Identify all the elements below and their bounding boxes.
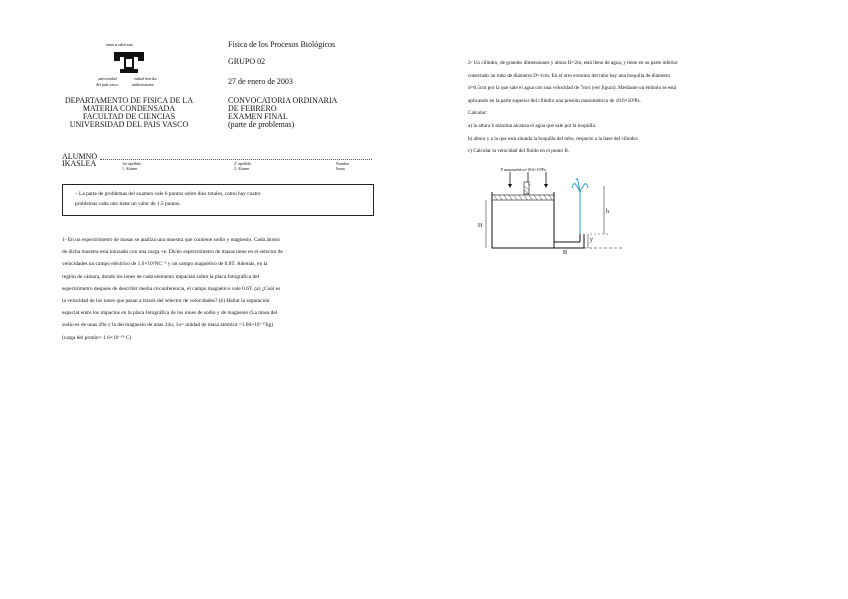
- department-line: FACULTAD DE CIENCIAS: [82, 112, 176, 121]
- exam-line: DE FEBRERO: [228, 104, 277, 113]
- problem-1-line: espacial entre los impactos en la placa fotográfica de los iones de sodio y de magnesio (La masa del: [62, 310, 278, 317]
- university-logo-icon: [112, 49, 146, 75]
- group-label: GRUPO 02: [228, 57, 266, 66]
- department-line: MATERIA CONDENSADA: [82, 104, 176, 113]
- col-label: Izena: [336, 166, 345, 171]
- logo-left-line2: del país vasco: [96, 82, 119, 87]
- problem-1-line: región de cámara, donde los iones de cada elemento impactan sobre la placa fotográfica del: [62, 273, 260, 280]
- problem-1: [62, 234, 380, 344]
- label-h: h: [606, 209, 609, 215]
- problem-1-line: velocidades un campo eléctrico de 1.6×10⁵NC⁻¹ y un campo magnético de 0.8T. Además, en la: [62, 261, 268, 268]
- col-label: 1er apellido: [122, 161, 141, 166]
- logo-left-line1: universidad: [98, 76, 117, 81]
- problem-2-line: 2- Un cilindro, de grandes dimensiones y altura H=2m, está lleno de agua, y tiene en su parte inferior: [468, 60, 678, 66]
- exam-line: (parte de problemas): [228, 120, 295, 129]
- course-title: Física de los Procesos Biológicos: [228, 40, 336, 49]
- instructions-box: [62, 184, 374, 216]
- label-y: y: [590, 237, 593, 243]
- exam-date: 27 de enero de 2003: [228, 77, 293, 86]
- note-line: – La parte de problemas del examen vale 6 puntos sobre diez totales, como hay cuatro: [75, 191, 261, 197]
- problem-1-line: (carga del protón= 1.6×10⁻¹⁹ C): [62, 334, 132, 341]
- name-dotted-line: [100, 159, 372, 160]
- problem-2-line: aplicando en la parte superior del cilindro una presión manométrica de 18.6×10³Pa.: [468, 97, 641, 104]
- logo-right-line1: euskal herriko: [134, 76, 157, 81]
- logo-top-text: eman ta zabal zazu: [106, 43, 134, 47]
- piston: [492, 195, 554, 200]
- col-label: 2. Abizen: [234, 166, 250, 171]
- col-name: [336, 161, 349, 171]
- problem-2-line: a) la altura h máxima alcanza el agua que sale por la boquilla.: [468, 122, 597, 129]
- problem-1-line: de dicha muestra está ionizado con una carga +e. Dicho espectrómetro de masas tiene en el selector de: [62, 249, 283, 256]
- exam-line: EXAMEN FINAL: [228, 112, 288, 121]
- problem-2: [468, 57, 792, 158]
- problem-2-line: c) Calcular la velocidad del fluido en el punto B.: [468, 148, 570, 155]
- water-jet: [572, 179, 588, 192]
- problem-1-line: 1- En un espectrómetro de masas se analiza una muestra que contiene sodio y magnesio. Cada átomo: [62, 237, 280, 243]
- note-line: problemas cada uno tiene un valor de 1.5 puntos.: [75, 201, 181, 207]
- exam-type: [228, 97, 337, 129]
- problem-2-line: conectado un tubo de diámetro D=1cm. En el otro extremo del tubo hay una boquilla de diámetro: [468, 72, 671, 79]
- student-name-label: ALUMNO: [62, 152, 98, 161]
- label-H: H: [478, 223, 483, 229]
- problem-2-line: Calcular:: [468, 110, 488, 117]
- col-label: Nombre: [336, 161, 350, 166]
- logo-right-line2: unibertsitatea: [132, 82, 154, 87]
- problem-2-line: d=0.5cm por la que sale el agua con una velocidad de 7m/s (ver figura). Mediante un émbolo se está: [468, 85, 677, 92]
- problem-2-line: b) altura y a la que está situada la boquilla del tubo, respecto a la base del cilindro: [468, 135, 638, 142]
- pressure-label: P manométrica=18.6×10³Pa: [501, 167, 546, 172]
- problem-1-line: la velocidad de los iones que pasan a través del selector de velocidades? (b) Hallar la separación: [62, 298, 270, 305]
- student-ikaslea-label: IKASLEA: [62, 159, 97, 168]
- department-line: DEPARTAMENTO DE FISICA DE LA: [64, 96, 194, 105]
- department-block: [44, 97, 214, 129]
- col-surname2: [234, 161, 251, 171]
- col-label: 1. Abizen: [122, 166, 138, 171]
- label-B: B: [563, 250, 568, 256]
- exam-line: CONVOCATORIA ORDINARIA: [228, 96, 338, 105]
- col-label: 2º apellido: [234, 161, 252, 166]
- col-surname1: [122, 161, 141, 171]
- cylinder-walls: [492, 192, 554, 248]
- tube: [554, 234, 584, 248]
- department-line: UNIVERSIDAD DEL PAIS VASCO: [69, 120, 189, 129]
- problem-1-line: espectrómetro después de describir media circunferencia, el campo magnético vale 0.6T. (a) ¿Cuál es: [62, 285, 281, 292]
- problem-1-line: sodio es de unas 20u y la del magnesio de unas 24u, 1u= unidad de masa atómica =1.66×10⁻²⁷kg): [62, 322, 274, 329]
- university-logo: [96, 43, 162, 93]
